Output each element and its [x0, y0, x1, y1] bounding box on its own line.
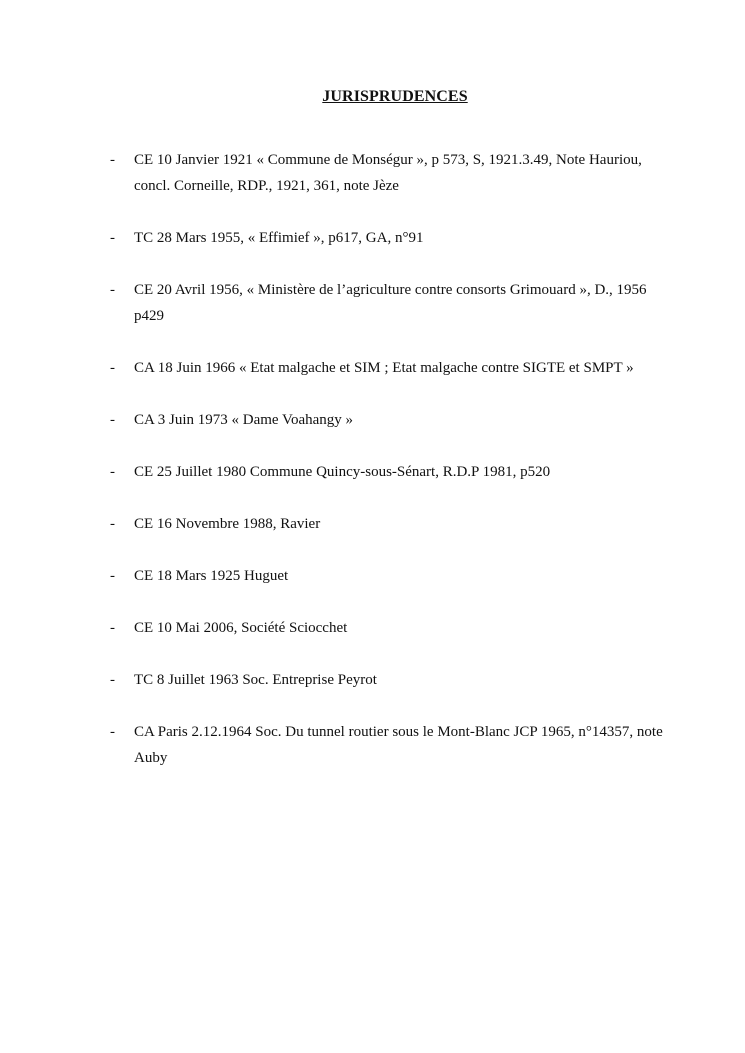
- list-item-text: CE 10 Janvier 1921 « Commune de Monségur », p 573, S, 1921.3.49, Note Hauriou, concl. Corneille, RDP., 1921, 361, note Jèze: [134, 152, 642, 194]
- list-item-text: CE 10 Mai 2006, Société Sciocchet: [134, 620, 348, 636]
- list-bullet: -: [110, 568, 115, 584]
- list-bullet: -: [110, 516, 115, 532]
- list-bullet: -: [110, 620, 115, 636]
- list-item-text: CE 20 Avril 1956, « Ministère de l’agriculture contre consorts Grimouard », D., 1956 p429: [134, 282, 647, 324]
- list-item: [110, 225, 670, 251]
- list-bullet: -: [110, 724, 115, 740]
- list-bullet: -: [110, 464, 115, 480]
- list-item: [110, 277, 670, 329]
- list-item: [110, 667, 670, 693]
- list-bullet: -: [110, 282, 115, 298]
- list-item-text: CE 25 Juillet 1980 Commune Quincy-sous-Sénart, R.D.P 1981, p520: [134, 464, 551, 480]
- list-item-text: TC 28 Mars 1955, « Effimief », p617, GA, n°91: [134, 230, 424, 246]
- list-item: [110, 511, 670, 537]
- list-item: [110, 147, 670, 199]
- list-item-text: CA 3 Juin 1973 « Dame Voahangy »: [134, 412, 354, 428]
- list-item-text: TC 8 Juillet 1963 Soc. Entreprise Peyrot: [134, 672, 377, 688]
- list-bullet: -: [110, 412, 115, 428]
- jurisprudence-list: [110, 147, 670, 797]
- list-item-text: CA 18 Juin 1966 « Etat malgache et SIM ; Etat malgache contre SIGTE et SMPT »: [134, 360, 634, 376]
- list-bullet: -: [110, 360, 115, 376]
- list-item: [110, 407, 670, 433]
- list-bullet: -: [110, 672, 115, 688]
- list-bullet: -: [110, 230, 115, 246]
- list-item: [110, 563, 670, 589]
- document-title: JURISPRUDENCES: [322, 88, 468, 105]
- list-item: [110, 459, 670, 485]
- list-item-text: CE 18 Mars 1925 Huguet: [134, 568, 289, 584]
- list-item: [110, 719, 670, 771]
- list-bullet: -: [110, 152, 115, 168]
- list-item: [110, 355, 670, 381]
- list-item: [110, 615, 670, 641]
- list-item-text: CE 16 Novembre 1988, Ravier: [134, 516, 321, 532]
- list-item-text: CA Paris 2.12.1964 Soc. Du tunnel routier sous le Mont-Blanc JCP 1965, n°14357, note Auby: [134, 724, 663, 766]
